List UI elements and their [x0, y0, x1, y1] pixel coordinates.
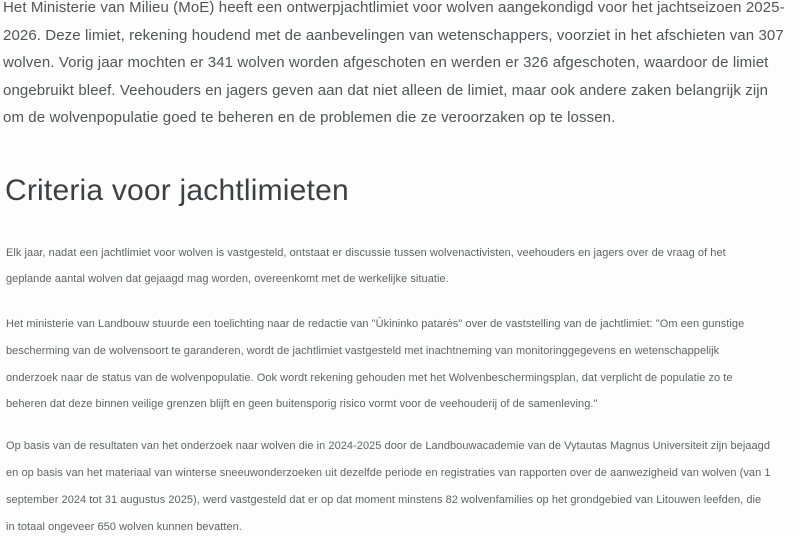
paragraph-research-results: Op basis van de resultaten van het onderzoek naar wolven die in 2024-2025 door de Landbouwacademie van de Vytautas Magnus Universiteit zijn bejaagd en op basis van het materiaal van winterse sneeuwonderzoeken uit dezelfde periode en registraties van rapporten over de aanwezigheid van wolven (van 1 september 2024 tot 31 augustus 2025), werd vastgesteld dat er op dat moment minstens 82 wolvenfamilies op het grondgebied van Litouwen leefden, die in totaal ongeveer 650 wolven kunnen bevatten.	[6, 440, 771, 533]
intro-paragraph: Het Ministerie van Milieu (MoE) heeft een ontwerpjachtlimiet voor wolven aangekondigd voor het jachtseizoen 2025-2026. Deze limiet, rekening houdend met de aanbevelingen van wetenschappers, voorziet in het afschieten van 307 wolven. Vorig jaar mochten er 341 wolven worden afgeschoten en werden er 326 afgeschoten, waardoor de limiet ongebruikt bleef. Veehouders en jagers geven aan dat niet alleen de limiet, maar ook andere zaken belangrijk zijn om de wolvenpopulatie goed te beheren en de problemen die ze veroorzaken op te lossen.	[3, 0, 785, 126]
paragraph-ministry-quote: Het ministerie van Landbouw stuurde een toelichting naar de redactie van "Ūkininko patarės" over de vaststelling van de jachtlimiet: "Om een gunstige bescherming van de wolvensoort te garanderen, wordt de jachtlimiet vastgesteld met inachtneming van monitoringgegevens en wetenschappelijk onderzoek naar de status van de wolvenpopulatie. Ook wordt rekening gehouden met het Wolvenbeschermingsplan, dat verplicht de populatie zo te beheren dat deze binnen veilige grenzen blijft en geen buitensporig risico vormt voor de veehouderij of de samenleving."	[6, 318, 745, 411]
section-heading: Criteria voor jachtlimieten	[5, 173, 349, 207]
paragraph-yearly-discussion: Elk jaar, nadat een jachtlimiet voor wolven is vastgesteld, ontstaat er discussie tussen wolvenactivisten, veehouders en jagers over de vraag of het geplande aantal wolven dat gejaagd mag worden, overeenkomt met de werkelijke situatie.	[6, 246, 726, 286]
